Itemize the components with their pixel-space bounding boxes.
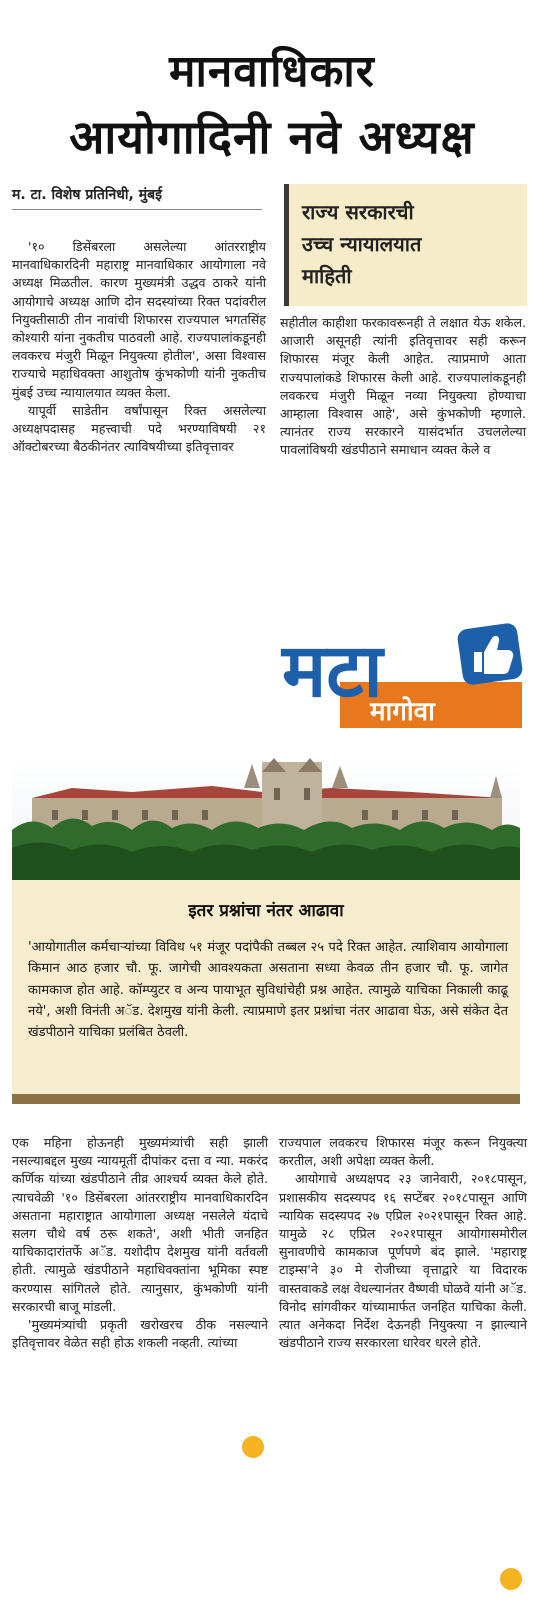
article-paragraph: यापूर्वी साडेतीन वर्षांपासून रिक्त असलेल्या अध्यक्षपदासह महत्त्वाची पदे भरण्याविषयी २१ ऑक्टोबरच्या बैठकीनंतर त्याविषयीच्या इतिवृत्तावर xyxy=(12,402,266,455)
thumbs-up-icon xyxy=(456,622,523,686)
subheading-line-3: माहिती xyxy=(302,264,352,288)
article-paragraph: एक महिना होऊनही मुख्यमंत्र्यांची सही झाली नसल्याबद्दल मुख्य न्यायमूर्ती दीपांकर दत्ता व न्या. मकरंद कर्णिक यांच्या खंडपीठाने तीव्र आश्चर्य व्यक्त केले होते. त्याचवेळी '१० डिसेंबरला आंतरराष्ट्रीय मानवाधिकारदिन असताना महाराष्ट्रात आयोगाला अध्यक्ष नसलेले यंदाचे सलग चौथे वर्ष ठरू शकते', अशी भीती जनहित याचिकादारांतर्फे अॅड. यशोदीप देशमुख यांनी वर्तवली होती. त्यामुळे खंडपीठाने महाधिवक्तांना भूमिका स्पष्ट करण्यास सांगितले होते. त्यानुसार, कुंभकोणी यांनी सरकारची बाजू मांडली. xyxy=(12,1135,268,1314)
article-column-1 xyxy=(12,238,266,456)
logo-label: मागोवा xyxy=(370,697,435,727)
article-paragraph: '१० डिसेंबरला असलेल्या आंतरराष्ट्रीय मानवाधिकारदिनी महाराष्ट्र मानवाधिकार आयोगाला नवे अध्यक्ष मिळतील. कारण मुख्यमंत्री उद्धव ठाकरे यांनी आयोगाचे अध्यक्ष आणि दोन सदस्यांच्या रिक्त पदांवरील नियुक्तीसाठी तीन नावांची शिफारस राज्यपाल भगतसिंह कोश्यारी यांना नुकतीच पाठवली आहे. राज्यपालांकडूनही लवकरच मंजुरी मिळून नियुक्त्या होतील', असा विश्वास राज्याचे महाधिवक्ता आशुतोष कुंभकोणी यांनी नुकतीच मुंबई उच्च न्यायालयात व्यक्त केला. xyxy=(12,239,266,400)
headline-line-1: मानवाधिकार xyxy=(169,46,375,97)
continuation-dot xyxy=(242,1436,264,1458)
info-box-text: 'आयोगातील कर्मचाऱ्यांच्या विविध ५१ मंजूर पदांपैकी तब्बल २५ पदे रिक्त आहेत. त्याशिवाय आयोगाला किमान आठ हजार चौ. फू. जागेची आवश्यकता असताना सध्या केवळ तीन हजार चौ. फू. जागेत कामकाज होत आहे. कॉम्प्युटर व अन्य पायाभूत सुविधांचेही प्रश्न आहेत. त्यामुळे याचिका निकाली काढू नये', अशी विनंती अॅड. देशमुख यांनी केली. त्याप्रमाणे इतर प्रश्नांचा नंतर आढावा घेऊ, असे संकेत देत खंडपीठाने याचिका प्रलंबित ठेवली. xyxy=(28,940,508,1041)
article-paragraph: आयोगाचे अध्यक्षपद २३ जानेवारी, २०१८पासून, प्रशासकीय सदस्यपद १६ सप्टेंबर २०१८पासून आणि न्यायिक सदस्यपद २७ एप्रिल २०२१पासून रिक्त आहे. यामुळे २८ एप्रिल २०२१पासून आयोगासमोरील सुनावणीचे कामकाज पूर्णपणे बंद झाले. 'महाराष्ट्र टाइम्स'ने ३० मे रोजीच्या वृत्ताद्वारे या विदारक वास्तवाकडे लक्ष वेधल्यानंतर वैष्णवी घोळवे यांनी अॅड. विनोद सांगवीकर यांच्यामार्फत जनहित याचिका केली. त्यात अनेकदा निर्देश देऊनही नियुक्त्या न झाल्याने खंडपीठाने राज्य सरकारला धारेवर धरले होते. xyxy=(279,1171,527,1351)
continuation-dot xyxy=(500,1568,522,1590)
byline-rule xyxy=(12,209,262,210)
headline-line-2: आयोगादिनी नवे अध्यक्ष xyxy=(69,110,475,164)
article-paragraph: राज्यपाल लवकरच शिफारस मंजूर करून नियुक्त्या करतील, अशी अपेक्षा व्यक्त केली. xyxy=(279,1135,527,1169)
subheading-line-1: राज्य सरकारची xyxy=(302,200,414,224)
article-column-3 xyxy=(12,1134,268,1352)
info-box-title: इतर प्रश्नांचा नंतर आढावा xyxy=(188,901,344,921)
article-column-4 xyxy=(279,1134,527,1352)
article-paragraph: सहीतील काहीशा फरकावरूनही ते लक्षात येऊ शकेल. आजारी असूनही त्यांनी इतिवृत्तावर सही करून शिफारस मंजूर केली आहेत. त्याप्रमाणे आता राज्यपालांकडे शिफारस केली आहे. राज्यपालांकडूनही लवकरच मंजुरी मिळून नव्या नियुक्त्या होण्याचा आम्हाला विश्वास आहे', असे कुंभकोणी म्हणाले. त्यानंतर राज्य सरकारने यासंदर्भात उचललेल्या पावलांविषयी खंडपीठाने समाधान व्यक्त केले व xyxy=(280,315,526,458)
mata-magova-logo xyxy=(278,622,524,732)
info-box-bottom-bar xyxy=(12,1094,520,1104)
logo-graphic xyxy=(278,622,524,732)
subheading-line-2: उच्च न्यायालयात xyxy=(302,232,422,256)
byline: म. टा. विशेष प्रतिनिधी, मुंबई xyxy=(12,187,162,203)
article-paragraph: 'मुख्यमंत्र्यांची प्रकृती खरोखरच ठीक नसल्याने इतिवृत्तावर वेळेत सही होऊ शकली नव्हती. त्यांच्या xyxy=(12,1317,268,1351)
subheading-title xyxy=(302,196,512,292)
high-court-photo xyxy=(12,758,520,880)
logo-text: मटा xyxy=(282,628,383,714)
article-column-2 xyxy=(280,314,526,460)
